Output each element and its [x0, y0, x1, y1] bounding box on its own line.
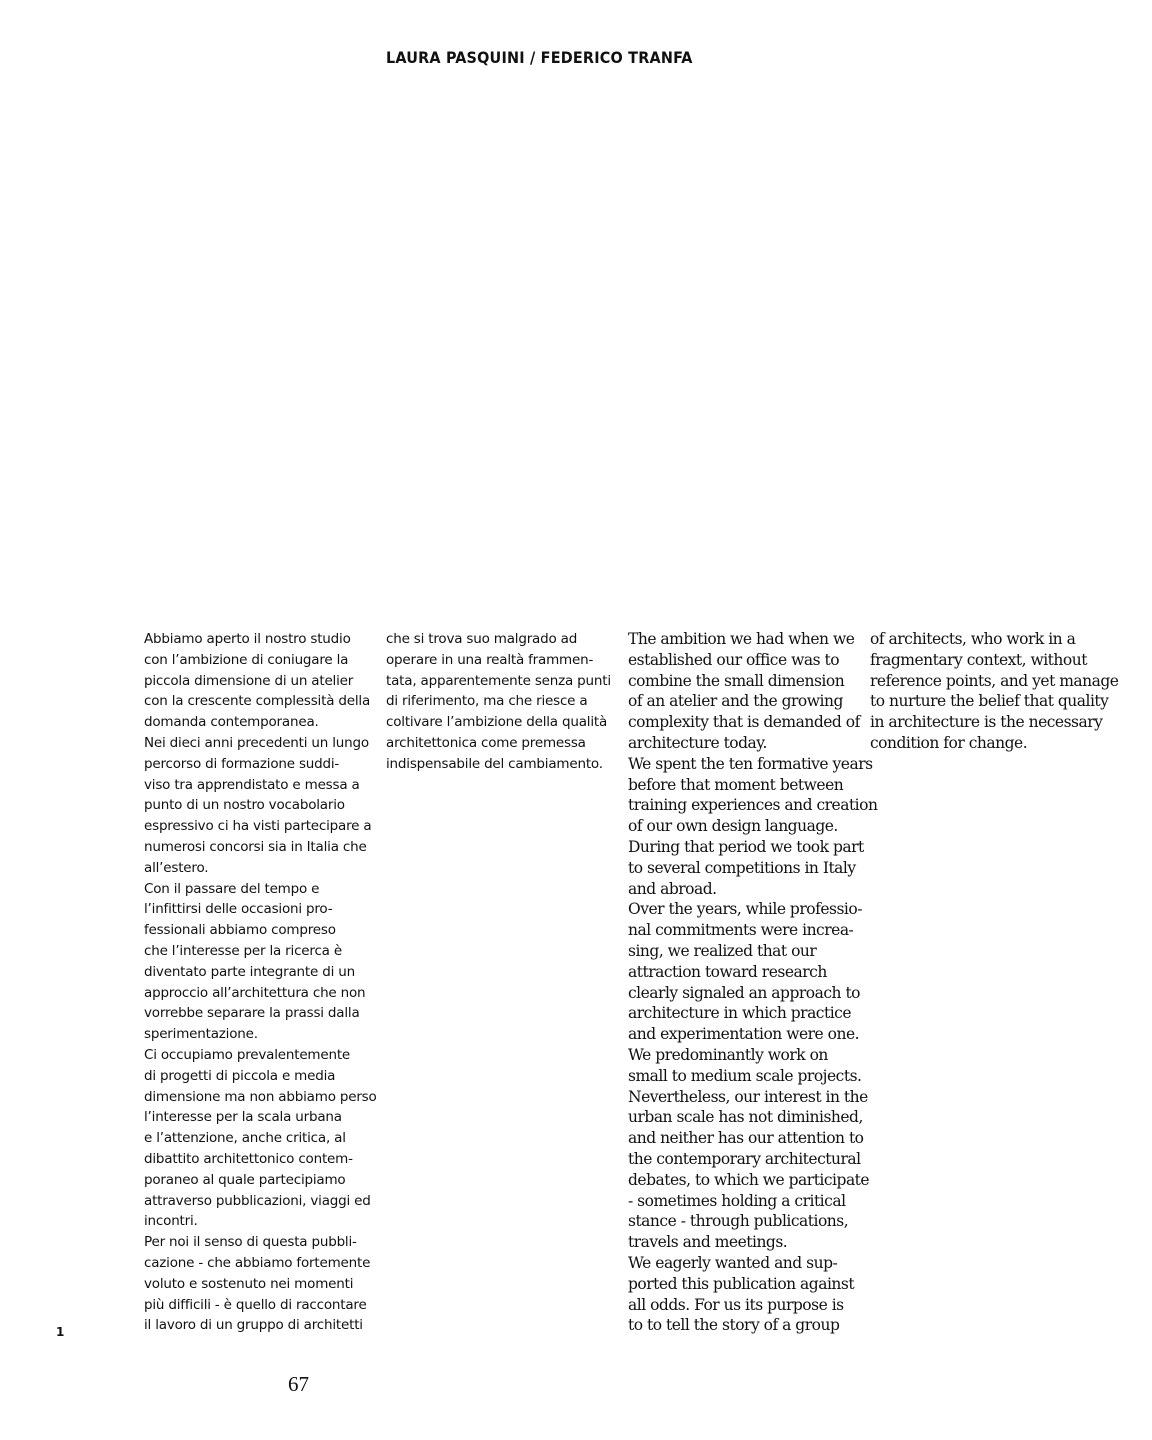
text-line: fragmentary context, without — [870, 650, 1087, 669]
text-line: e l’attenzione, anche critica, al — [144, 1130, 346, 1147]
page-number: 67 — [288, 1372, 309, 1396]
text-line: architecture in which practice — [628, 1004, 852, 1023]
text-line: architettonica come premessa — [386, 734, 586, 751]
side-marker: 1 — [56, 1325, 65, 1339]
text-line: Per noi il senso di questa pubbli- — [144, 1234, 357, 1251]
text-line: all’estero. — [144, 859, 209, 876]
text-line: sperimentazione. — [144, 1026, 258, 1043]
text-line: tata, apparentemente senza punti — [386, 672, 611, 689]
text-line: established our office was to — [628, 650, 840, 669]
text-line: di progetti di piccola e media — [144, 1067, 336, 1084]
text-line: - sometimes holding a critical — [628, 1191, 846, 1210]
text-line: che si trova suo malgrado ad — [386, 631, 578, 647]
text-line: dibattito architettonico contem- — [144, 1150, 353, 1167]
italian-text-column-2 — [386, 629, 622, 775]
text-line: numerosi concorsi sia in Italia che — [144, 838, 367, 855]
text-line: vorrebbe separare la prassi dalla — [144, 1005, 360, 1022]
text-line: combine the small dimension — [628, 671, 845, 690]
text-line: training experiences and creation — [628, 796, 878, 815]
text-line: Con il passare del tempo e — [144, 880, 320, 897]
text-line: architecture today. — [628, 733, 767, 752]
text-line: We eagerly wanted and sup- — [628, 1253, 838, 1272]
text-line: punto di un nostro vocabolario — [144, 797, 345, 814]
text-line: che l’interesse per la ricerca è — [144, 942, 342, 959]
text-line: nal commitments were increa- — [628, 921, 854, 940]
italian-text-column-1 — [144, 629, 380, 1336]
text-line: poraneo al quale partecipiamo — [144, 1171, 346, 1188]
text-line: dimensione ma non abbiamo perso — [144, 1088, 377, 1105]
text-line: stance - through publications, — [628, 1212, 849, 1231]
english-text-column-2 — [870, 629, 1119, 754]
text-line: Over the years, while professio- — [628, 900, 862, 919]
text-line: il lavoro di un gruppo di architetti — [144, 1317, 363, 1334]
text-line: domanda contemporanea. — [144, 714, 319, 731]
text-line: Nevertheless, our interest in the — [628, 1087, 868, 1106]
text-line: complexity that is demanded of — [628, 713, 860, 732]
text-line: and experimentation were one. — [628, 1025, 860, 1044]
text-line: cazione - che abbiamo fortemente — [144, 1254, 371, 1271]
text-line: coltivare l’ambizione della qualità — [386, 714, 608, 731]
text-line: and neither has our attention to — [628, 1129, 864, 1148]
text-line: and abroad. — [628, 879, 717, 898]
text-line: incontri. — [144, 1213, 198, 1230]
text-line: fessionali abbiamo compreso — [144, 922, 336, 939]
text-line: operare in una realtà frammen- — [386, 651, 594, 668]
text-line: l’interesse per la scala urbana — [144, 1109, 342, 1126]
text-line: piccola dimensione di un atelier — [144, 672, 354, 689]
text-line: voluto e sostenuto nei momenti — [144, 1275, 354, 1292]
text-line: reference points, and yet manage — [870, 671, 1119, 690]
text-line: to to tell the story of a group — [628, 1316, 840, 1335]
text-line: of an atelier and the growing — [628, 692, 843, 711]
text-line: before that moment between — [628, 775, 844, 794]
text-line: l’infittirsi delle occasioni pro- — [144, 901, 333, 918]
text-line: of our own design language. — [628, 817, 838, 836]
text-line: the contemporary architectural — [628, 1149, 861, 1168]
text-line: debates, to which we participate — [628, 1170, 870, 1189]
text-line: During that period we took part — [628, 837, 864, 856]
text-line: di riferimento, ma che riesce a — [386, 693, 588, 710]
text-line: of architects, who work in a — [870, 630, 1076, 648]
text-line: indispensabile del cambiamento. — [386, 755, 603, 772]
text-line: attraverso pubblicazioni, viaggi ed — [144, 1192, 371, 1209]
text-line: in architecture is the necessary — [870, 713, 1103, 732]
text-line: Ci occupiamo prevalentemente — [144, 1046, 351, 1063]
text-line: attraction toward research — [628, 962, 827, 981]
text-line: diventato parte integrante di un — [144, 963, 355, 980]
text-line: più difficili - è quello di raccontare — [144, 1296, 367, 1313]
text-line: con la crescente complessità della — [144, 693, 371, 710]
text-line: We spent the ten formative years — [628, 754, 873, 773]
text-line: percorso di formazione suddi- — [144, 755, 340, 772]
text-line: We predominantly work on — [628, 1045, 828, 1064]
text-line: viso tra apprendistato e messa a — [144, 776, 360, 793]
text-line: all odds. For us its purpose is — [628, 1295, 844, 1314]
text-line: condition for change. — [870, 733, 1028, 752]
text-line: The ambition we had when we — [628, 630, 855, 648]
text-line: espressivo ci ha visti partecipare a — [144, 818, 372, 835]
english-text-column-1 — [628, 629, 878, 1336]
text-line: urban scale has not diminished, — [628, 1108, 863, 1127]
text-line: Abbiamo aperto il nostro studio — [144, 631, 351, 647]
text-line: to nurture the belief that quality — [870, 692, 1109, 711]
text-line: approccio all’architettura che non — [144, 984, 366, 1001]
page-title: LAURA PASQUINI / FEDERICO TRANFA — [386, 48, 693, 67]
text-line: sing, we realized that our — [628, 941, 817, 960]
text-line: small to medium scale projects. — [628, 1066, 862, 1085]
text-line: Nei dieci anni precedenti un lungo — [144, 734, 369, 751]
text-line: ported this publication against — [628, 1274, 855, 1293]
text-line: to several competitions in Italy — [628, 858, 856, 877]
text-line: clearly signaled an approach to — [628, 983, 861, 1002]
text-line: con l’ambizione di coniugare la — [144, 651, 349, 668]
text-line: travels and meetings. — [628, 1233, 788, 1252]
